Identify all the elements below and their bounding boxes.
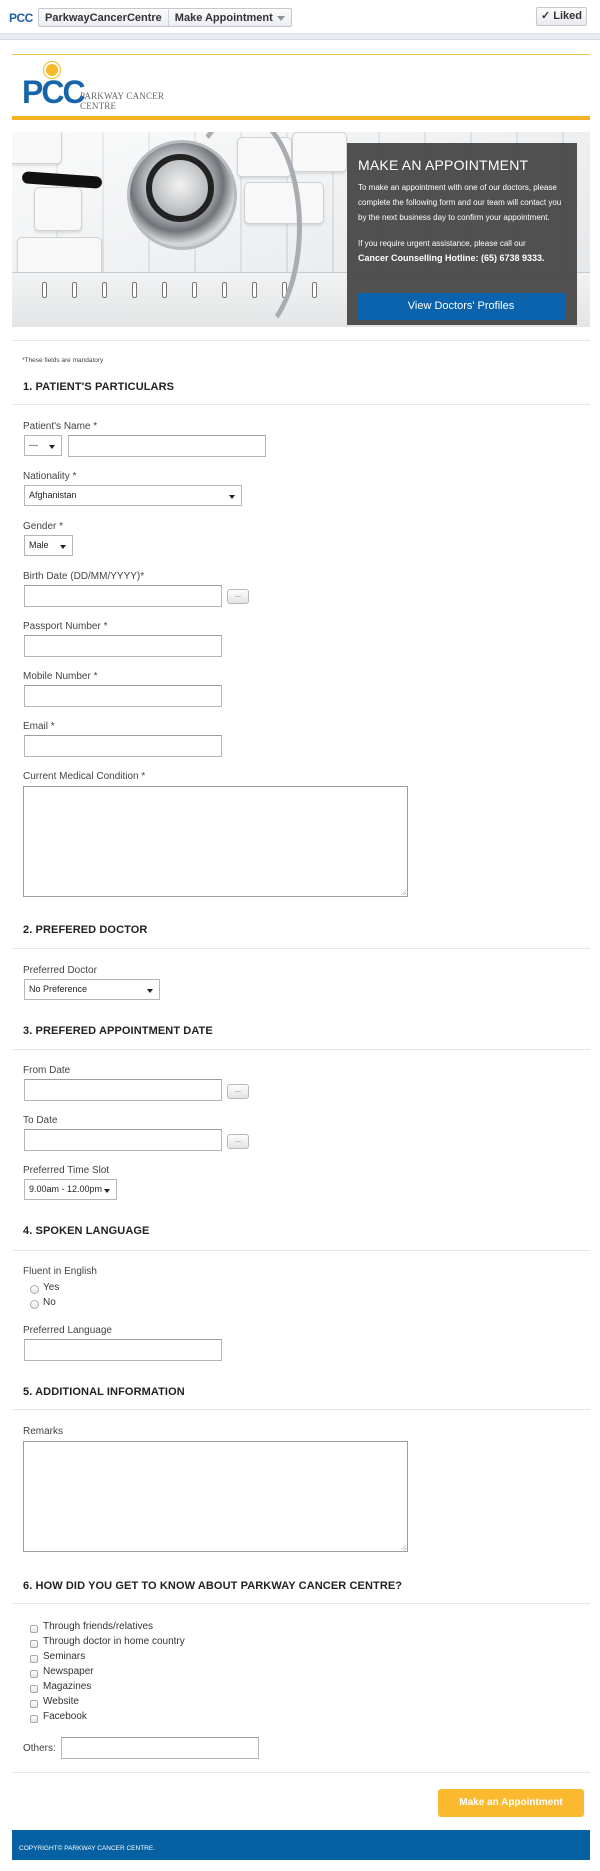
preferred-doctor-value: No Preference bbox=[29, 984, 88, 994]
panel-intro-1: To make an appointment with one of our doctors, please bbox=[358, 183, 557, 192]
email-label: Email * bbox=[23, 721, 55, 732]
nationality-label: Nationality * bbox=[23, 471, 77, 482]
source-checkbox-seminars[interactable] bbox=[30, 1655, 38, 1663]
tab-name: Make Appointment bbox=[174, 12, 273, 24]
nationality-select[interactable] bbox=[24, 485, 242, 506]
source-label-website[interactable]: Website bbox=[43, 1696, 79, 1707]
mandatory-note: *These fields are mandatory bbox=[22, 357, 104, 364]
divider bbox=[12, 1772, 590, 1773]
logo-mark: PCC bbox=[22, 74, 84, 110]
from-date-picker-button[interactable]: ... bbox=[227, 1084, 249, 1099]
chevron-down-icon bbox=[60, 545, 66, 549]
remarks-textarea[interactable] bbox=[23, 1441, 408, 1552]
footer bbox=[12, 1830, 590, 1860]
remarks-label: Remarks bbox=[23, 1426, 64, 1437]
chevron-down-icon bbox=[49, 445, 55, 449]
divider bbox=[12, 948, 590, 949]
resize-grip-icon[interactable] bbox=[400, 889, 406, 895]
source-checkbox-website[interactable] bbox=[30, 1700, 38, 1708]
birth-date-input[interactable] bbox=[24, 585, 222, 607]
others-label: Others: bbox=[23, 1743, 56, 1754]
spiral bbox=[162, 282, 167, 298]
divider bbox=[12, 404, 590, 405]
passport-label: Passport Number * bbox=[23, 621, 108, 632]
divider bbox=[12, 1409, 590, 1410]
fluent-yes-label[interactable]: Yes bbox=[43, 1282, 60, 1293]
fluent-english-label: Fluent in English bbox=[23, 1266, 97, 1277]
salutation-select[interactable] bbox=[24, 435, 62, 456]
resize-grip-icon[interactable] bbox=[400, 1544, 406, 1550]
patient-name-label: Patient's Name * bbox=[23, 421, 98, 432]
keyboard-key bbox=[12, 132, 62, 164]
section-4-title: 4. SPOKEN LANGUAGE bbox=[23, 1225, 150, 1237]
spiral bbox=[102, 282, 107, 298]
chevron-down-icon bbox=[147, 989, 153, 993]
source-label-doctor[interactable]: Through doctor in home country bbox=[43, 1636, 185, 1647]
breadcrumb bbox=[38, 8, 292, 27]
section-6-title: 6. HOW DID YOU GET TO KNOW ABOUT PARKWAY CANCER CENTRE? bbox=[23, 1580, 403, 1592]
gender-label: Gender * bbox=[23, 521, 64, 532]
source-checkbox-doctor[interactable] bbox=[30, 1640, 38, 1648]
nationality-value: Afghanistan bbox=[29, 490, 77, 500]
page-logo-small[interactable]: PCC bbox=[9, 11, 33, 25]
breadcrumb-page-link[interactable]: ParkwayCancerCentre bbox=[45, 12, 162, 24]
bar-divider bbox=[0, 34, 600, 40]
panel-intro-2: complete the following form and our team will contact you bbox=[358, 198, 562, 207]
divider bbox=[12, 1603, 590, 1604]
make-appointment-button[interactable]: Make an Appointment bbox=[438, 1789, 584, 1817]
medical-condition-label: Current Medical Condition * bbox=[23, 771, 146, 782]
time-slot-value: 9.00am - 12.00pm bbox=[29, 1184, 103, 1194]
section-3-title: 3. PREFERED APPOINTMENT DATE bbox=[23, 1025, 213, 1037]
fluent-no-label[interactable]: No bbox=[43, 1297, 56, 1308]
keyboard-key bbox=[292, 132, 347, 172]
time-slot-label: Preferred Time Slot bbox=[23, 1165, 110, 1176]
spiral bbox=[132, 282, 137, 298]
section-5-title: 5. ADDITIONAL INFORMATION bbox=[23, 1386, 185, 1398]
source-label-seminars[interactable]: Seminars bbox=[43, 1651, 86, 1662]
tab-dropdown[interactable] bbox=[168, 9, 291, 26]
gender-value: Male bbox=[29, 540, 49, 550]
source-checkbox-friends[interactable] bbox=[30, 1625, 38, 1633]
hotline-text: Cancer Counselling Hotline: (65) 6738 9333. bbox=[358, 253, 545, 263]
preferred-language-input[interactable] bbox=[24, 1339, 222, 1361]
birth-date-picker-button[interactable]: ... bbox=[227, 589, 249, 604]
top-divider bbox=[12, 54, 590, 55]
divider bbox=[12, 1250, 590, 1251]
source-checkbox-newspaper[interactable] bbox=[30, 1670, 38, 1678]
chevron-down-icon bbox=[104, 1189, 110, 1193]
panel-title: MAKE AN APPOINTMENT bbox=[358, 157, 529, 173]
preferred-doctor-select[interactable] bbox=[24, 979, 160, 1000]
fluent-no-radio[interactable] bbox=[30, 1300, 39, 1309]
facebook-page-bar bbox=[0, 0, 600, 34]
fluent-yes-radio[interactable] bbox=[30, 1285, 39, 1294]
salutation-value: --- bbox=[29, 440, 38, 450]
to-date-picker-button[interactable]: ... bbox=[227, 1134, 249, 1149]
passport-input[interactable] bbox=[24, 635, 222, 657]
logo-name: PARKWAY CANCER CENTRE bbox=[80, 91, 165, 111]
section-1-title: 1. PATIENT'S PARTICULARS bbox=[23, 381, 175, 393]
to-date-label: To Date bbox=[23, 1115, 58, 1126]
stethoscope-head bbox=[146, 154, 214, 222]
mobile-input[interactable] bbox=[24, 685, 222, 707]
pcc-logo bbox=[22, 64, 202, 109]
appointment-info-panel bbox=[347, 143, 577, 325]
copyright-text: COPYRIGHT© PARKWAY CANCER CENTRE. bbox=[19, 1845, 156, 1852]
hero-banner bbox=[12, 132, 590, 327]
source-label-newspaper[interactable]: Newspaper bbox=[43, 1666, 94, 1677]
chevron-down-icon bbox=[277, 16, 285, 21]
gender-select[interactable] bbox=[24, 535, 73, 556]
preferred-language-label: Preferred Language bbox=[23, 1325, 112, 1336]
keyboard-key bbox=[34, 187, 82, 231]
patient-name-input[interactable] bbox=[68, 435, 266, 457]
source-label-friends[interactable]: Through friends/relatives bbox=[43, 1621, 154, 1632]
source-checkbox-facebook[interactable] bbox=[30, 1715, 38, 1723]
section-2-title: 2. PREFERED DOCTOR bbox=[23, 924, 148, 936]
view-doctors-button[interactable]: View Doctors' Profiles bbox=[357, 293, 565, 320]
divider bbox=[12, 340, 590, 341]
mobile-label: Mobile Number * bbox=[23, 671, 98, 682]
liked-button[interactable]: ✓ Liked bbox=[536, 7, 587, 26]
preferred-doctor-label: Preferred Doctor bbox=[23, 965, 97, 976]
spiral bbox=[312, 282, 317, 298]
from-date-label: From Date bbox=[23, 1065, 71, 1076]
source-label-magazines[interactable]: Magazines bbox=[43, 1681, 92, 1692]
time-slot-select[interactable] bbox=[24, 1179, 117, 1200]
panel-intro-3: by the next business day to confirm your appointment. bbox=[358, 213, 550, 222]
from-date-input[interactable] bbox=[24, 1079, 222, 1101]
spiral bbox=[42, 282, 47, 298]
to-date-input[interactable] bbox=[24, 1129, 222, 1151]
medical-condition-textarea[interactable] bbox=[23, 786, 408, 897]
chevron-down-icon bbox=[229, 495, 235, 499]
email-input[interactable] bbox=[24, 735, 222, 757]
source-checkbox-magazines[interactable] bbox=[30, 1685, 38, 1693]
spiral bbox=[72, 282, 77, 298]
header-accent-bar bbox=[12, 116, 590, 120]
divider bbox=[12, 1049, 590, 1050]
source-label-facebook[interactable]: Facebook bbox=[43, 1711, 87, 1722]
birth-date-label: Birth Date (DD/MM/YYYY)* bbox=[23, 571, 145, 582]
others-input[interactable] bbox=[61, 1737, 259, 1759]
panel-urgent: If you require urgent assistance, please call our bbox=[358, 239, 526, 248]
